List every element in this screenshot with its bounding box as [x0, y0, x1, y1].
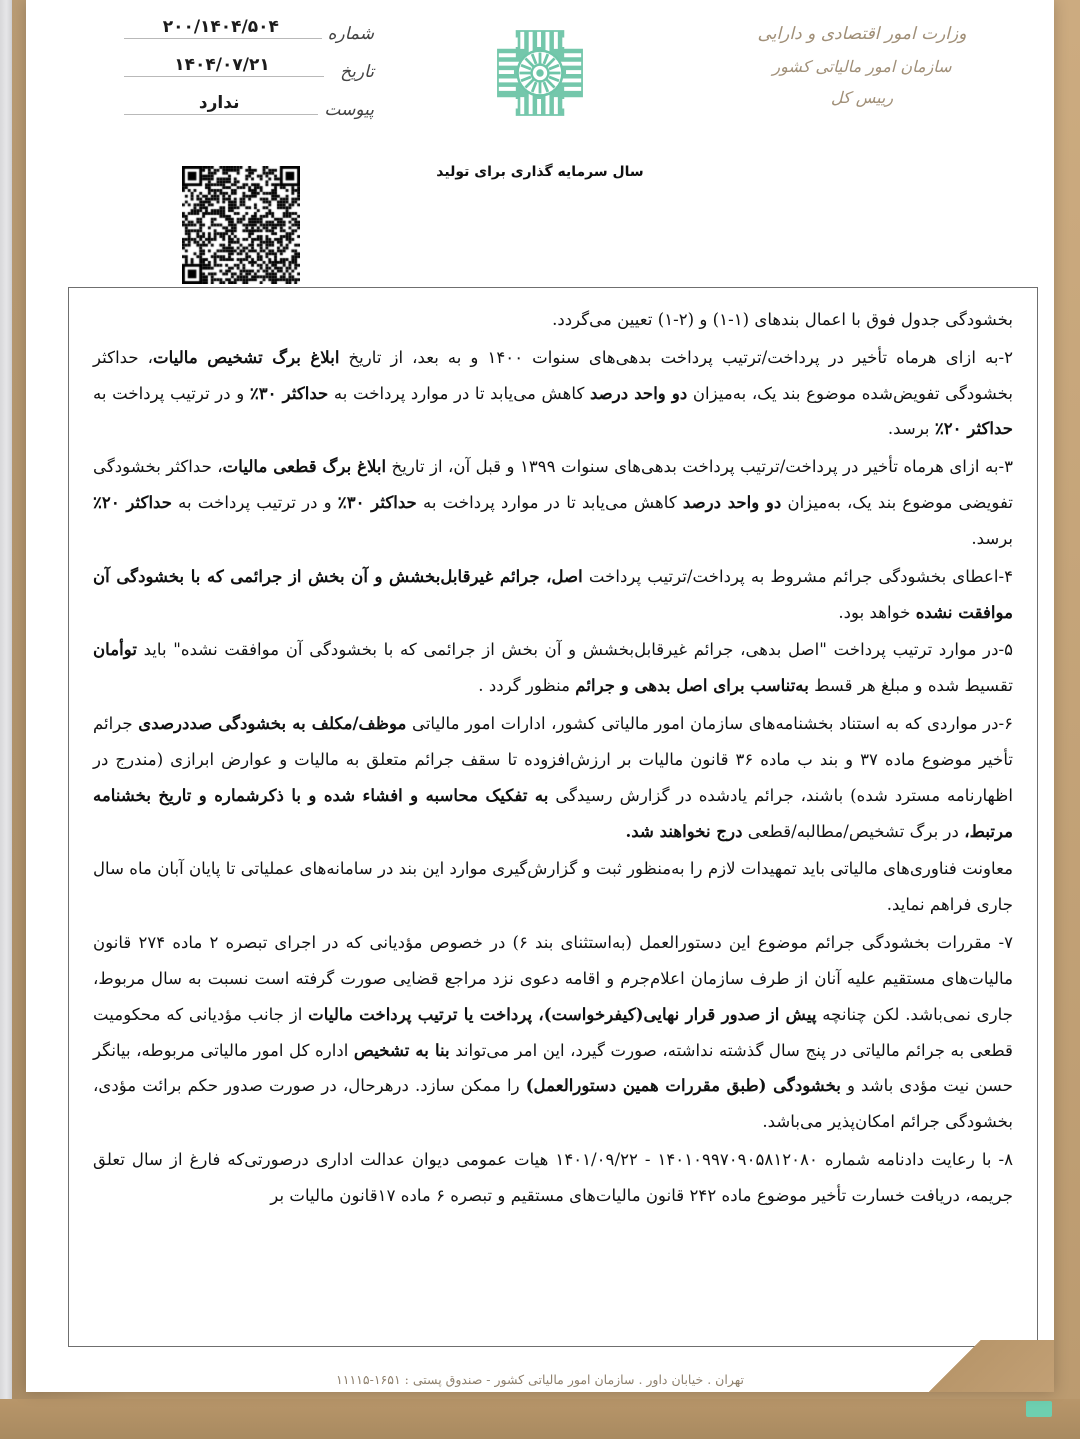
ministry-line-1: وزارت امور اقتصادی و دارایی	[757, 24, 967, 44]
paragraph-clause-8: ۸- با رعایت دادنامه شماره ۱۴۰۱۰۹۹۷۰۹۰۵۸۱۲۰۸۰ - ۱۴۰۱/۰۹/۲۲ هیات عمومی دیوان عدالت اداری درصورتی‌که فارغ از سال تعلق جریمه، دریافت خسارت تأخیر موضوع ماده ۲۴۲ قانون مالیات‌های مستقیم و تبصره ۶ ماده ۱۷قانون مالیات بر	[93, 1150, 1013, 1205]
attachment-field-value: ندارد	[124, 94, 314, 113]
paragraph-clause-4: ۴-اعطای بخشودگی جرائم مشروط به پرداخت/ترتیب پرداخت اصل، جرائم غیرقابل‌بخشش و آن بخش از جرائمی که با بخشودگی آن موافقت نشده خواهد بود.	[93, 565, 1013, 622]
attachment-field-label: پیوست	[324, 100, 374, 120]
field-row-attachment	[124, 93, 374, 136]
number-field-rule	[124, 17, 322, 39]
ministry-line-3: رییس کل	[830, 88, 894, 108]
iran-tax-administration-logo-icon	[475, 14, 605, 132]
paragraph-clause-7: ۷- مقررات بخشودگی جرائم موضوع این دستورالعمل (به‌استثنای بند ۶) در خصوص مؤدیانی که در اجرای تبصره ۲ ماده ۲۷۴ قانون مالیات‌های مستقیم علیه آنان از طرف سازمان اعلام‌جرم و اقامه دعوی نزد مراجع قضایی صورت گرفته است نسبت به سال مربوط، جاری نمی‌باشد. لکن چنانچه پیش از صدور قرار نهایی(کیفرخواست)، پرداخت یا ترتیب پرداخت مالیات از جانب مؤدیانی که محکومیت قطعی به جرائم مالیاتی در پنج سال گذشته نداشته، صورت گیرد، این امر می‌تواند بنا به تشخیص اداره کل امور مالیاتی مربوطه، بیانگر حسن نیت مؤدی باشد و بخشودگی (طبق مقررات همین دستورالعمل) را ممکن سازد. درهرحال، در صورت صدور حکم برائت مؤدی، بخشودگی جرائم امکان‌پذیر می‌باشد.	[93, 933, 1014, 1132]
ministry-letterhead-text	[712, 18, 1012, 114]
document-verification-qr-code[interactable]	[182, 166, 300, 284]
attachment-field-rule	[124, 93, 318, 115]
footer-address: تهران . خیابان داور . سازمان امور مالیاتی کشور - صندوق پستی : ۱۶۵۱-۱۱۱۱۵	[336, 1372, 744, 1387]
paragraph-clause-6: ۶-در مواردی که به استناد بخشنامه‌های سازمان امور مالیاتی کشور، ادارات امور مالیاتی موظف/مکلف به بخشودگی صددرصدی جرائم تأخیر موضوع ماده ۳۷ و بند ب ماده ۳۶ قانون مالیات بر ارزش‌افزوده تا سقف جرائم متعلق به مالیات و عوارض ابرازی (مندرج در اظهارنامه مسترد شده) باشند، جرائم یادشده در گزارش رسیدگی به تفکیک محاسبه و افشاء شده و با ذکرشماره و تاریخ بخشنامه مرتبط، در برگ تشخیص/مطالبه/قطعی درج نخواهند شد.	[93, 713, 1013, 841]
letterhead-fields	[124, 17, 374, 136]
paragraph-clause-3: ۳-به ازای هرماه تأخیر در پرداخت/ترتیب پرداخت بدهی‌های سنوات ۱۳۹۹ و قبل آن، از تاریخ ابلاغ برگ قطعی مالیات، حداکثر بخشودگی تفویضی موضوع بند یک، به‌میزان دو واحد درصد کاهش می‌یابد تا در موارد پرداخت به حداکثر ۳۰٪ و در ترتیب پرداخت به حداکثر ۲۰٪ برسد.	[93, 456, 1014, 548]
desk-bottom-strip	[0, 1399, 1080, 1439]
paragraph-clause-5: ۵-در موارد ترتیب پرداخت "اصل بدهی، جرائم غیرقابل‌بخشش و آن بخش از جرائمی که با بخشودگی آن موافقت نشده" باید توأمان تقسیط شده و مبلغ هر قسط به‌تناسب برای اصل بدهی و جرائم منظور گردد .	[93, 639, 1013, 696]
date-field-label: تاریخ	[340, 62, 374, 82]
paragraph-clause-2: ۲-به ازای هرماه تأخیر در پرداخت/ترتیب پرداخت بدهی‌های سنوات ۱۴۰۰ و به بعد، از تاریخ ابلاغ برگ تشخیص مالیات، حداکثر بخشودگی تفویض‌شده موضوع بند یک، به‌میزان دو واحد درصد کاهش می‌یابد تا در موارد پرداخت به حداکثر ۳۰٪ و در ترتیب پرداخت به حداکثر ۲۰٪ برسد.	[93, 346, 1013, 439]
qr-canvas	[182, 166, 300, 284]
field-row-date	[124, 55, 374, 98]
number-field-label: شماره	[327, 24, 374, 44]
year-slogan: سال سرمایه گذاری برای تولید	[436, 164, 644, 180]
letterhead	[26, 0, 1054, 150]
ministry-line-2: سازمان امور مالیاتی کشور	[772, 57, 952, 77]
number-field-value: ۲۰۰/۱۴۰۴/۵۰۴	[124, 18, 318, 37]
date-field-rule	[124, 55, 324, 77]
date-field-value: ۱۴۰۴/۰۷/۲۱	[124, 56, 320, 75]
field-row-number	[124, 17, 374, 60]
paragraph-1: بخشودگی جدول فوق با اعمال بندهای (۱-۱) و (۲-۱) تعیین می‌گردد.	[552, 310, 1013, 329]
desk-left-edge	[0, 0, 12, 1439]
paragraph-tax-technology-deputy: معاونت فناوری‌های مالیاتی باید تمهیدات لازم را به‌منظور ثبت و گزارش‌گیری موارد این بند در سامانه‌های عملیاتی تا پایان آبان ماه سال جاری فراهم نماید.	[93, 859, 1013, 915]
document-body	[68, 287, 1038, 1347]
document-page	[26, 0, 1054, 1392]
teal-corner-marker	[1026, 1401, 1052, 1417]
